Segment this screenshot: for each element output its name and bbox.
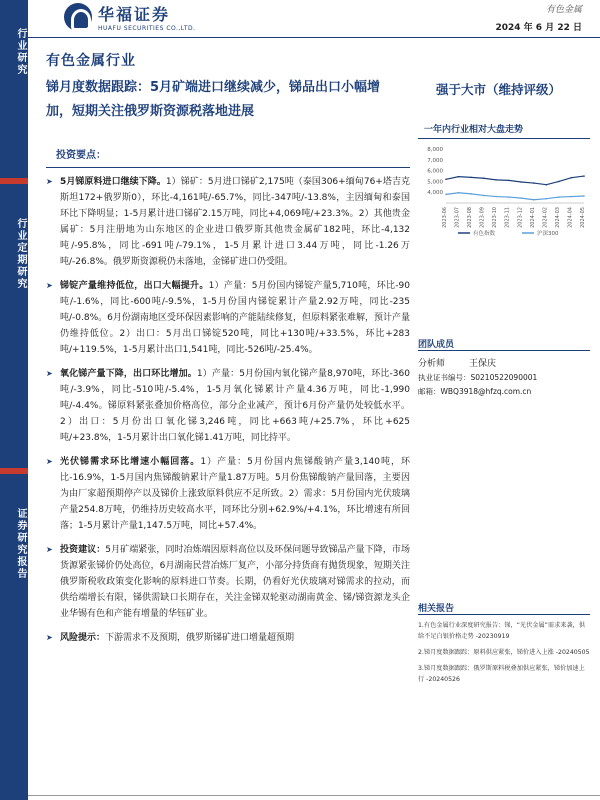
y-tick-label: 5,000 — [427, 179, 443, 186]
series-line — [446, 176, 584, 185]
x-tick-label: 2023-09 — [479, 207, 486, 228]
x-tick-label: 2024-03 — [554, 207, 561, 228]
legend-label: 有色指数 — [473, 231, 496, 237]
logo-icon — [64, 3, 92, 31]
x-tick-label: 2024-05 — [580, 207, 586, 228]
rating: 强于大市（维持评级） — [436, 82, 562, 97]
related-report-link[interactable]: 3.锑月度数据跟踪：俄罗斯原料税叠加供应紧张，锑价加速上行 -20240526 — [418, 665, 585, 683]
x-tick-label: 2023-11 — [504, 207, 511, 228]
data-point — [533, 182, 535, 184]
related-report-link[interactable]: 1.有色金属行业深度研究报告：锑，“光伏金属”需求来袭，供给不足白银价格走势 -20230919 — [418, 622, 586, 640]
x-tick-label: 2023-12 — [517, 207, 524, 228]
data-point — [583, 175, 585, 177]
chart-panel — [418, 122, 590, 243]
data-point — [583, 195, 585, 197]
x-tick-label: 2023-08 — [467, 207, 474, 228]
paragraph-lead: 投资建议： — [60, 545, 106, 555]
data-point — [571, 196, 573, 198]
paragraph-lead: 5月锑原料进口继续下降。 — [60, 177, 166, 187]
category-tag: 有色金属 — [545, 5, 582, 15]
data-point — [458, 192, 460, 194]
y-tick-label: 6,000 — [427, 168, 443, 175]
data-point — [571, 177, 573, 179]
x-tick-label: 2023-10 — [492, 207, 499, 228]
arrow-bullet-icon: ➤ — [46, 633, 53, 642]
paragraph-text: 1）锑矿：5月进口锑矿2,175吨（泰国306+缅甸76+塔吉克斯坦172+俄罗斯0），环比-4,161吨/-65.7%，同比-347吨/-13.8%，主因缅甸和泰国环比下降明显；1-5月累计进口锑矿2.15万吨，同比+4,069吨/+23.3%。2）其他贵金属矿：5月注册地为山东地区的企业进口俄罗斯其他贵金属矿182吨，环比-4,132吨/-95.8%，同比-691吨/-79.1%，1-5月累计进口3.44万吨，同比-1.26万吨/-26.8%。俄罗斯资源税仍未落地，金锑矿进口仍受阻。 — [60, 177, 410, 267]
arrow-bullet-icon: ➤ — [46, 281, 53, 290]
team-title: 团队成员 — [418, 340, 455, 350]
data-point — [483, 177, 485, 179]
paragraph — [46, 454, 410, 534]
sidebar — [0, 0, 28, 800]
data-point — [546, 184, 548, 186]
data-point — [508, 196, 510, 198]
related-report-link[interactable]: 2.锑月度数据跟踪：原料供应紧张，锑价进入上涨 -20240505 — [418, 649, 590, 656]
y-tick-label: 7,000 — [427, 157, 443, 164]
analyst-email[interactable]: 邮箱：WBQ3918@hfzq.com.cn — [418, 387, 532, 396]
x-tick-label: 2023-07 — [454, 207, 461, 228]
trend-chart — [418, 139, 590, 239]
section-rule — [46, 167, 410, 168]
data-point — [458, 176, 460, 178]
paragraph-lead: 锑锭产量维持低位，出口大幅提升。 — [60, 281, 209, 291]
analyst-card — [418, 357, 590, 399]
related-rule — [418, 614, 590, 615]
arrow-bullet-icon: ➤ — [46, 545, 53, 554]
x-tick-label: 2024-02 — [542, 207, 549, 228]
data-point — [495, 179, 497, 181]
paragraph — [46, 630, 410, 646]
investment-points-header: 投资要点： — [56, 150, 106, 161]
license-number: 执业证书编号：S0210522090001 — [418, 373, 538, 382]
industry-name: 有色金属行业 — [46, 53, 136, 69]
header-rule — [28, 37, 600, 38]
paragraph-text: 1）产量：5月份国内氧化锑产量8,970吨，环比-360吨/-3.9%，同比-510吨/-5.4%，1-5月氧化锑累计产量4.36万吨，同比-1,990吨/-4.4%。锑原料紧张叠加价格高位，部分企业减产，预计6月份产量仍处较低水平。2）出口：5月份出口氧化锑3,246吨，同比+663吨/+25.7%，环比+625吨/+23.8%，1-5月累计出口氧化锑1.41万吨，同比持平。 — [60, 369, 410, 443]
sidebar-label-periodic: 行业定期研究 — [15, 218, 26, 290]
x-tick-label: 2023-06 — [442, 207, 448, 228]
paragraph — [46, 278, 410, 358]
data-point — [533, 199, 535, 201]
data-point — [558, 196, 560, 198]
report-date: 2024 年 6 月 22 日 — [495, 23, 582, 33]
main-content — [46, 146, 410, 654]
x-tick-label: 2024-04 — [567, 207, 574, 228]
paragraph-text: 5月矿端紧张，同时冶炼端因原料高位以及环保问题导致锑品产量下降，市场货源紧张锑价仍处高位，6月湖南民营冶炼厂复产，小部分持货商有抛货现象，短期关注俄罗斯税收政策变化影响的原料进口节奏。长期，仍看好光伏玻璃对锑需求的拉动，而供给端增长有限，锑供需缺口长期存在，关注金锑双轮驱动湖南黄金、锑/锑资源龙头企业华锡有色和产能有增量的华钰矿业。 — [60, 545, 410, 619]
footer-rule — [28, 795, 600, 796]
paragraph-lead: 氧化锑产量下降，出口环比增加。 — [60, 369, 197, 379]
arrow-bullet-icon: ➤ — [46, 369, 53, 378]
data-point — [445, 179, 447, 181]
data-point — [445, 194, 447, 196]
y-tick-label: 8,000 — [427, 147, 443, 154]
legend-label: 沪深300 — [537, 231, 559, 237]
paragraph — [46, 542, 410, 622]
data-point — [520, 181, 522, 183]
sidebar-label-report: 证券研究报告 — [15, 508, 26, 580]
paragraph-text: 下游需求不及预期，俄罗斯锑矿进口增量超预期 — [105, 633, 295, 643]
data-point — [508, 180, 510, 182]
data-point — [470, 193, 472, 195]
x-tick-label: 2024-01 — [529, 207, 536, 228]
data-point — [495, 196, 497, 198]
paragraph-lead: 风险提示： — [60, 633, 106, 643]
data-point — [470, 177, 472, 179]
sidebar-label-research: 行业研究 — [15, 28, 26, 76]
header — [28, 0, 600, 36]
logo-cn-text: 华福证券 — [98, 5, 171, 24]
paragraph-lead: 光伏锑需求环比增速小幅回落。 — [60, 457, 201, 467]
chart-title: 一年内行业相对大盘走势 — [424, 125, 524, 135]
team-rule — [418, 350, 590, 351]
y-tick-label: 4,000 — [427, 190, 443, 197]
arrow-bullet-icon: ➤ — [46, 177, 53, 186]
data-point — [520, 197, 522, 199]
paragraph-text: 1）产量：5月份国内锑锭产量5,710吨，环比-90吨/-1.6%，同比-600吨/-9.5%，1-5月份国内锑锭累计产量2.92万吨，同比-235吨/-0.8%。6月份湖南地区受环保因素影响的产能陆续修复，但原料紧张难解，预计产量仍维持低位。2）出口：5月出口锑锭520吨，同比+130吨/+33.5%，环比+283吨/+119.5%，1-5月累计出口1,541吨，同比-526吨/-25.4%。 — [60, 281, 410, 355]
company-logo — [64, 2, 196, 32]
report-title: 锑月度数据跟踪：5月矿端进口继续减少，锑品出口小幅增加，短期关注俄罗斯资源税落地进展 — [46, 80, 381, 119]
sidebar-divider — [0, 178, 28, 184]
data-point — [558, 181, 560, 183]
series-line — [446, 193, 584, 200]
related-list — [418, 620, 590, 690]
data-point — [483, 195, 485, 197]
logo-en-text: HUAFU SECURITIES CO.,LTD. — [98, 25, 196, 32]
analyst-name: 王保庆 — [469, 359, 497, 369]
analyst-label: 分析师 — [418, 359, 446, 369]
sidebar-divider — [0, 468, 28, 474]
paragraph — [46, 174, 410, 270]
paragraph — [46, 366, 410, 446]
paragraph-text: 1）产量：5月份国内焦锑酸钠产量3,140吨，环比-16.9%，1-5月国内焦锑酸钠累计产量1.87万吨。5月份焦锑酸钠产量回落，主要因为由厂家超预期停产以及锑价上涨致原料供应不足所致。2）需求：5月份国内光伏玻璃产量254.8万吨，仍维持历史较高水平，同环比分别+62.9%/+4.1%，环比增速有所回落；1-5月累计产量1,147.5万吨，同比+57.4%。 — [60, 457, 410, 531]
related-title: 相关报告 — [418, 604, 455, 614]
arrow-bullet-icon: ➤ — [46, 457, 53, 466]
data-point — [546, 198, 548, 200]
